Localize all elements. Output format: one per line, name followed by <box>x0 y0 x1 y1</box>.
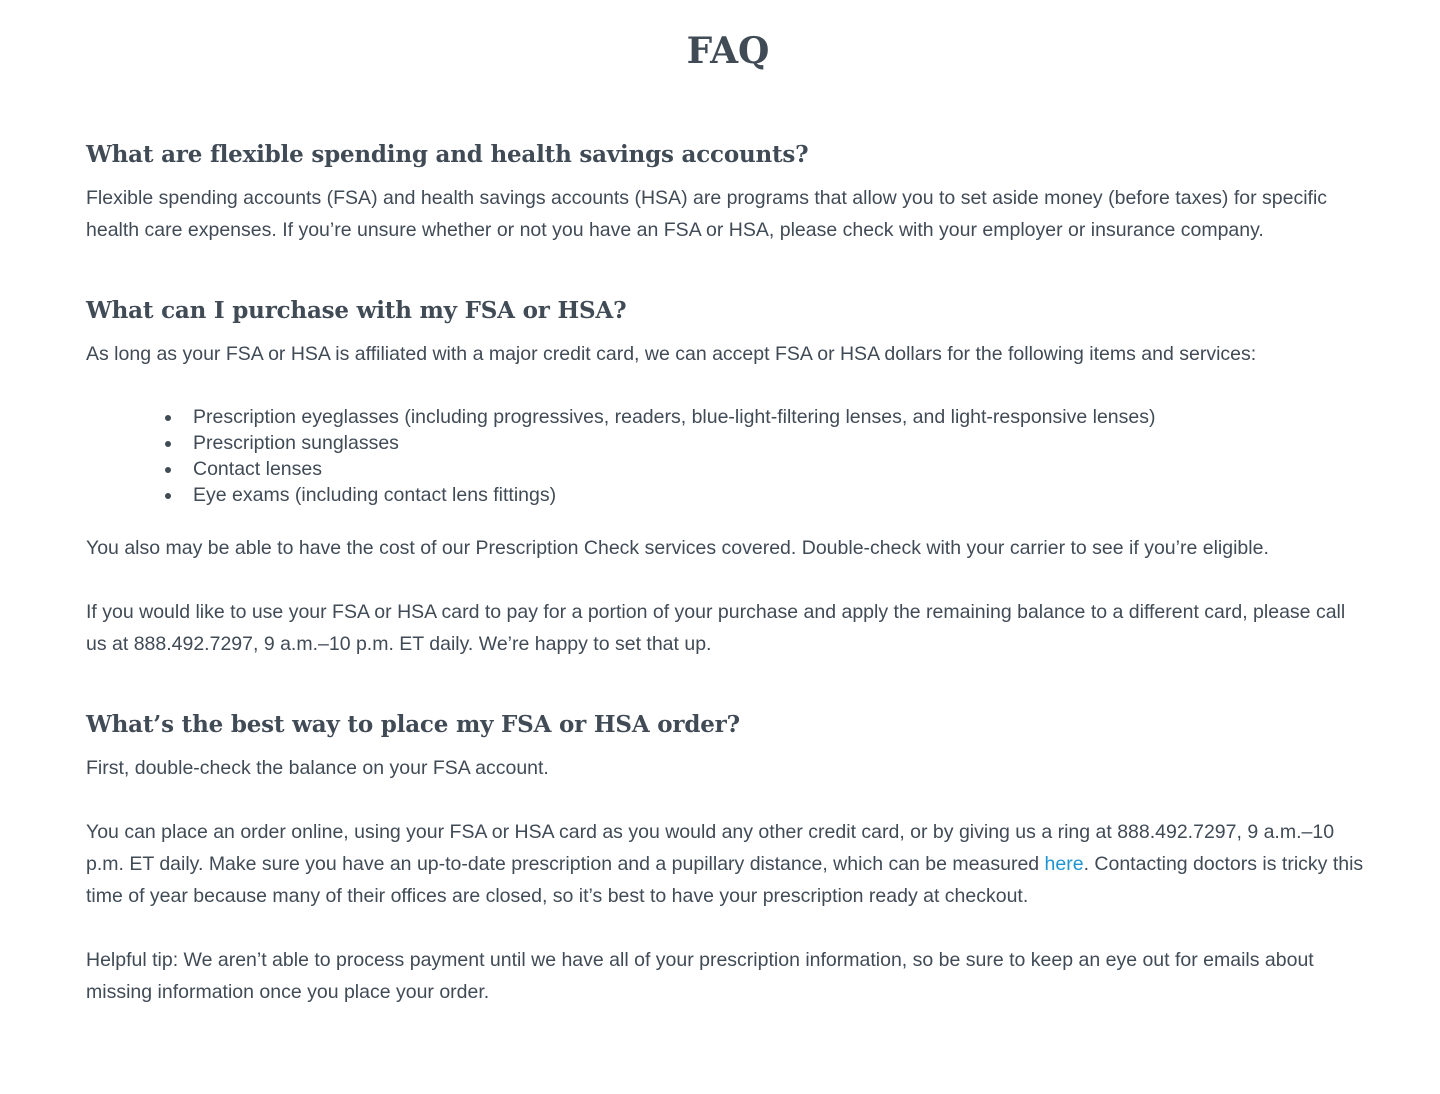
answer-paragraph: You also may be able to have the cost of our Prescription Check services covered. Double-check with your carrier to see if you’re eligible. <box>86 537 1269 559</box>
question-heading: What’s the best way to place my FSA or HSA order? <box>86 711 740 738</box>
list-item <box>193 456 1366 482</box>
answer-paragraph: First, double-check the balance on your FSA account. <box>86 757 549 779</box>
pupillary-distance-link[interactable]: here <box>1044 853 1084 875</box>
eligible-items-list <box>86 404 1366 508</box>
faq-section-fsa-hsa-definition <box>86 138 1366 246</box>
list-item-text: Prescription sunglasses <box>193 432 399 454</box>
helpful-tip-paragraph: Helpful tip: We aren’t able to process payment until we have all of your prescription information, so be sure to keep an eye out for emails about missing information once you place your order. <box>86 949 1314 1003</box>
bullet-icon <box>165 415 171 421</box>
faq-content <box>86 138 1366 1008</box>
list-item <box>193 482 1366 508</box>
order-instructions-paragraph <box>86 816 1366 912</box>
bullet-icon <box>165 493 171 499</box>
answer-intro: As long as your FSA or HSA is affiliated with a major credit card, we can accept FSA or HSA dollars for the following items and services: <box>86 343 1257 365</box>
order-text-before-link: You can place an order online, using your FSA or HSA card as you would any other credit card, or by giving us a ring at 888.492.7297, 9 a.m.–10 p.m. ET daily. Make sure you have an up-to-date prescription and a pupillary distance, which can be measured <box>86 821 1335 875</box>
faq-section-eligible-purchases <box>86 294 1366 660</box>
bullet-icon <box>165 467 171 473</box>
faq-section-placing-order <box>86 708 1366 1008</box>
answer-paragraph: Flexible spending accounts (FSA) and health savings accounts (HSA) are programs that allow you to set aside money (before taxes) for specific health care expenses. If you’re unsure whether or not you have an FSA or HSA, please check with your employer or insurance company. <box>86 187 1328 241</box>
question-heading: What can I purchase with my FSA or HSA? <box>86 297 627 324</box>
list-item-text: Eye exams (including contact lens fittings) <box>193 484 557 506</box>
list-item <box>193 404 1366 430</box>
page-title: FAQ <box>686 30 770 72</box>
list-item <box>193 430 1366 456</box>
answer-paragraph: If you would like to use your FSA or HSA card to pay for a portion of your purchase and apply the remaining balance to a different card, please call us at 888.492.7297, 9 a.m.–10 p.m. ET daily. We’re happy to set that up. <box>86 601 1346 655</box>
bullet-icon <box>165 441 171 447</box>
list-item-text: Prescription eyeglasses (including progressives, readers, blue-light-filtering lenses, and light-responsive lenses) <box>193 406 1156 428</box>
order-text-after-link: . Contacting doctors is tricky this time of year because many of their offices are closed, so it’s best to have your prescription ready at checkout. <box>86 853 1364 907</box>
list-item-text: Contact lenses <box>193 458 322 480</box>
question-heading: What are flexible spending and health savings accounts? <box>86 141 809 168</box>
